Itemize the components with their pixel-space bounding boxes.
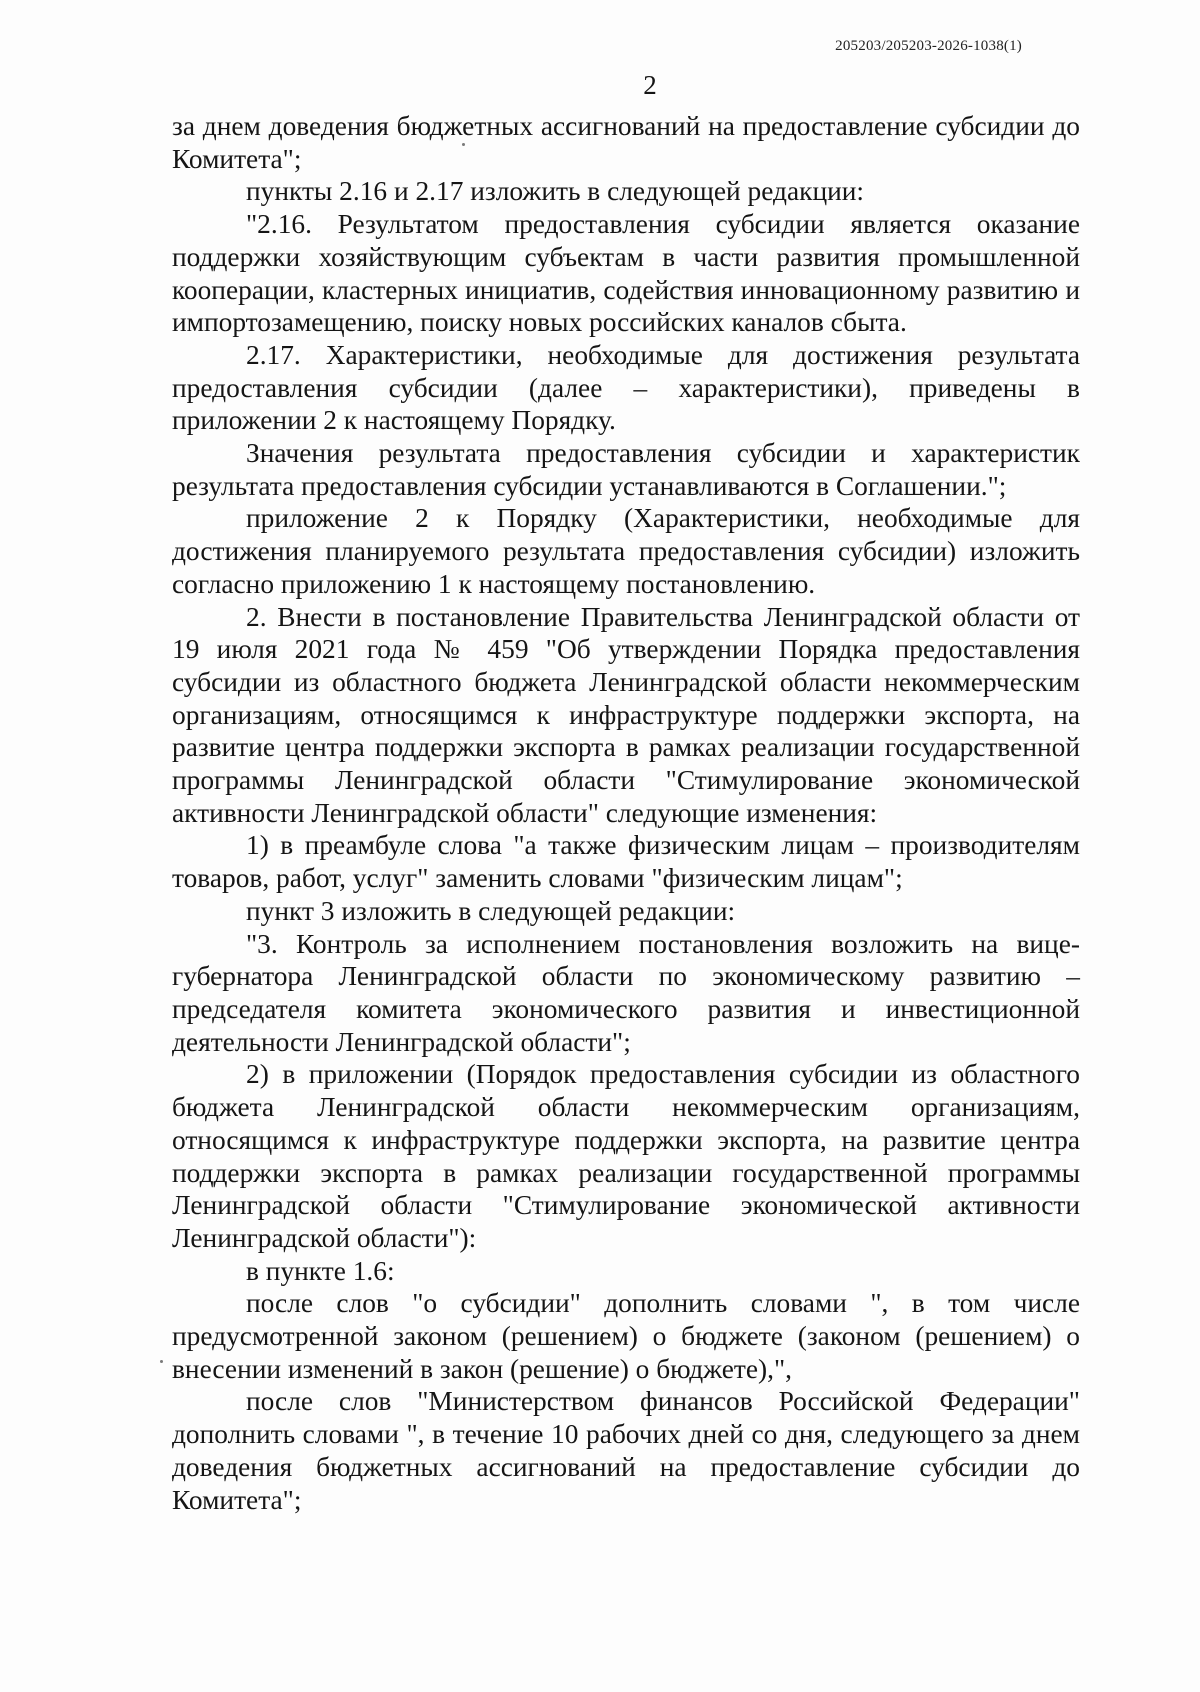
paragraph: после слов "Министерством финансов Российской Федерации" дополнить словами ", в течение 10 рабочих дней со дня, следующего за днем доведения бюджетных ассигнований на предоставление субсидии до Комитета";: [172, 1386, 1080, 1515]
paragraph: 2.17. Характеристики, необходимые для достижения результата предоставления субсидии (далее – характеристики), приведены в приложении 2 к настоящему Порядку.: [172, 339, 1080, 436]
paragraph: пункт 3 изложить в следующей редакции:: [246, 895, 736, 926]
document-body: [172, 110, 1080, 1516]
page-number: 2: [643, 70, 657, 100]
paragraph: за днем доведения бюджетных ассигнований на предоставление субсидии до Комитета";: [172, 111, 1080, 174]
paragraph: приложение 2 к Порядку (Характеристики, необходимые для достижения планируемого результата предоставления субсидии) изложить согласно приложению 1 к настоящему постановлению.: [172, 503, 1080, 599]
paragraph: Значения результата предоставления субсидии и характеристик результата предоставления субсидии устанавливаются в Соглашении.";: [172, 438, 1080, 501]
paragraph: "2.16. Результатом предоставления субсидии является оказание поддержки хозяйствующим субъектам в части развития промышленной кооперации, кластерных инициатив, содействия инновационному развитию и импортозамещению, поиску новых российских каналов сбыта.: [172, 209, 1080, 338]
document-id: 205203/205203-2026-1038(1): [835, 38, 1022, 54]
paragraph: пункты 2.16 и 2.17 изложить в следующей редакции:: [246, 176, 865, 207]
paragraph: 2) в приложении (Порядок предоставления субсидии из областного бюджета Ленинградской области некоммерческим организациям, относящимся к инфраструктуре поддержки экспорта, на развитие центра поддержки экспорта в рамках реализации государственной программы Ленинградской области "Стимулирование экономической активности Ленинградской области"):: [172, 1059, 1080, 1253]
paragraph: после слов "о субсидии" дополнить словами ", в том числе предусмотренной законом (решением) о бюджете (законом (решением) о внесении изменений в закон (решение) о бюджете),",: [172, 1288, 1080, 1384]
scan-speck: [462, 143, 465, 146]
scan-speck: [160, 1360, 163, 1363]
paragraph: 1) в преамбуле слова "а также физическим лицам – производителям товаров, работ, услуг" заменить словами "физическим лицам";: [172, 830, 1080, 894]
paragraph: в пункте 1.6:: [246, 1255, 395, 1286]
paragraph: 2. Внести в постановление Правительства Ленинградской области от 19 июля 2021 года № 459 "Об утверждении Порядка предоставления субсидии из областного бюджета Ленинградской области некоммерческим организациям, относящимся к инфраструктуре поддержки экспорта, на развитие центра поддержки экспорта в рамках реализации государственной программы Ленинградской области "Стимулирование экономической активности Ленинградской области" следующие изменения:: [172, 601, 1080, 828]
paragraph: "3. Контроль за исполнением постановления возложить на вице-губернатора Ленинградской области по экономическому развитию – председателя комитета экономического развития и инвестиционной деятельности Ленинградской области";: [172, 928, 1080, 1057]
